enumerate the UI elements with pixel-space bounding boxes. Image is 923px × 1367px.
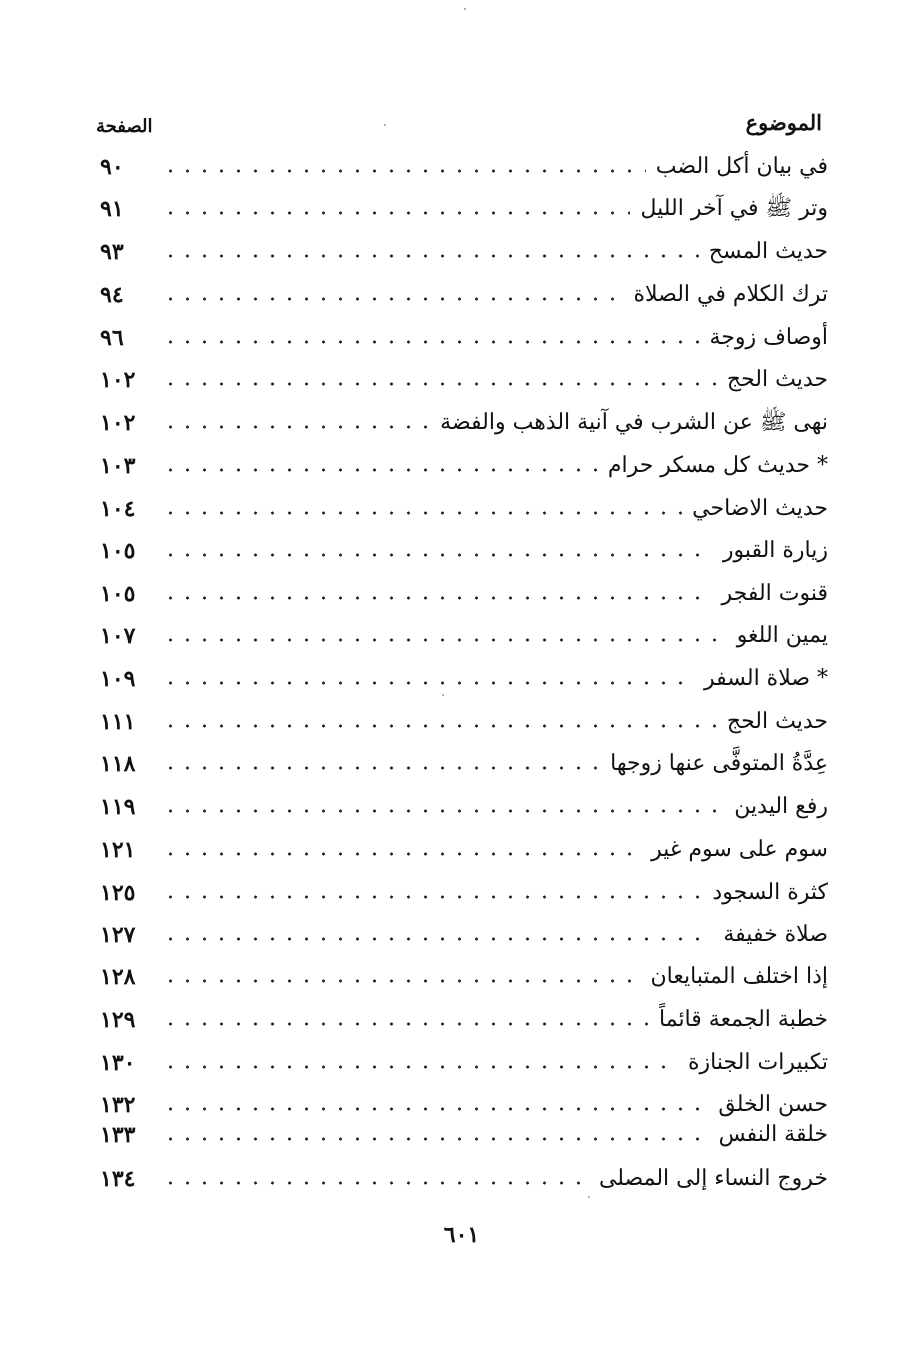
toc-entry xyxy=(100,1154,828,1194)
toc-header xyxy=(96,110,822,140)
dot-leader xyxy=(162,1021,649,1027)
toc-entry-page: ١١٩ xyxy=(100,794,136,820)
toc-entry xyxy=(100,227,828,267)
dot-leader xyxy=(162,510,682,516)
dot-leader xyxy=(162,851,641,857)
toc-entry xyxy=(100,355,828,395)
toc-entry-page: ١٠٧ xyxy=(100,623,136,649)
dot-leader xyxy=(162,552,713,558)
toc-entry-page: ٩١ xyxy=(100,196,124,222)
toc-entry-title: حديث المسح xyxy=(708,239,828,264)
dot-leader xyxy=(162,936,713,942)
toc-entry-page: ١٠٥ xyxy=(100,581,136,607)
dot-leader xyxy=(162,680,694,686)
toc-entry-title: خلقة النفس xyxy=(718,1122,828,1147)
toc-entry-title: صلاة خفيفة xyxy=(723,922,828,947)
toc-entry-page: ٩٤ xyxy=(100,282,124,308)
dot-leader xyxy=(162,381,717,387)
toc-entry-title: * حديث كل مسكر حرام xyxy=(607,453,828,478)
toc-entry-page: ١٣٠ xyxy=(100,1050,136,1076)
page-number: ٦٠١ xyxy=(443,1222,480,1248)
dot-leader xyxy=(162,595,711,601)
toc-entry xyxy=(100,739,828,779)
toc-entry-page: ١٣٤ xyxy=(100,1166,136,1192)
dot-leader xyxy=(162,253,699,259)
dot-leader xyxy=(162,1180,589,1186)
dot-leader xyxy=(162,339,699,345)
dot-leader xyxy=(162,168,646,174)
toc-entry-page: ١٠٢ xyxy=(100,367,136,393)
dot-leader xyxy=(162,467,598,473)
dot-leader xyxy=(162,765,600,771)
dot-leader xyxy=(162,723,717,729)
toc-entry xyxy=(100,611,828,651)
toc-entry-title: ترك الكلام في الصلاة xyxy=(633,282,828,307)
toc-entry xyxy=(100,782,828,822)
toc-entry xyxy=(100,952,828,992)
toc-entry-page: ١٢٨ xyxy=(100,964,136,990)
toc-entry-title: يمين اللغو xyxy=(736,623,828,648)
scan-speck xyxy=(384,124,386,126)
toc-entry-page: ١٠٤ xyxy=(100,496,136,522)
toc-entry xyxy=(100,995,828,1035)
dot-leader xyxy=(162,637,727,643)
toc-entry-title: إذا اختلف المتبايعان xyxy=(650,964,828,989)
toc-entry xyxy=(100,184,828,224)
toc-entry-title: سوم على سوم غير xyxy=(651,837,828,862)
scan-speck xyxy=(442,694,444,696)
toc-entry xyxy=(100,697,828,737)
toc-entry-page: ١١٨ xyxy=(100,751,136,777)
toc-entry-page: ١٠٢ xyxy=(100,410,136,436)
toc-entry-page: ١٢٧ xyxy=(100,922,136,948)
toc-entry-page: ٩٣ xyxy=(100,239,124,265)
toc-entry-title: زيارة القبور xyxy=(722,538,828,563)
toc-entry-title: رفع اليدين xyxy=(734,794,828,819)
toc-entry-page: ١٣٢ xyxy=(100,1092,136,1118)
toc-entry-page: ١٠٥ xyxy=(100,538,136,564)
dot-leader xyxy=(162,296,624,302)
toc-entry-title: خروج النساء إلى المصلى xyxy=(598,1166,828,1191)
toc-entry-title: حسن الخلق xyxy=(718,1092,828,1117)
toc-entry-page: ١١١ xyxy=(100,709,136,735)
toc-entry xyxy=(100,270,828,310)
toc-entry xyxy=(100,654,828,694)
toc-entry-title: تكبيرات الجنازة xyxy=(687,1050,828,1075)
toc-entry-page: ١٢١ xyxy=(100,837,136,863)
toc-entry xyxy=(100,868,828,908)
toc-entry-title: * صلاة السفر xyxy=(703,666,828,691)
toc-entry-title: عِدَّةُ المتوفَّى عنها زوجها xyxy=(610,751,828,776)
toc-entry-title: وتر ﷺ في آخر الليل xyxy=(640,196,828,221)
toc-entry xyxy=(100,526,828,566)
dot-leader xyxy=(162,1064,678,1070)
toc-entry-title: حديث الحج xyxy=(726,709,828,734)
dot-leader xyxy=(162,978,640,984)
toc-entry-page: ٩٠ xyxy=(100,154,124,180)
toc-entry xyxy=(100,569,828,609)
dot-leader xyxy=(162,424,430,430)
scan-speck xyxy=(464,8,466,10)
toc-entry-page: ١٠٩ xyxy=(100,666,136,692)
toc-entry xyxy=(100,910,828,950)
toc-entry xyxy=(100,398,828,438)
toc-entry xyxy=(100,1038,828,1078)
toc-entry-title: في بيان أكل الضب xyxy=(655,154,828,179)
dot-leader xyxy=(162,210,630,216)
toc-entry xyxy=(100,313,828,353)
page-column-label: الصفحة xyxy=(96,116,153,137)
toc-entry-page: ١٢٩ xyxy=(100,1007,136,1033)
toc-entry xyxy=(100,825,828,865)
toc-entry-title: خطبة الجمعة قائماً xyxy=(659,1007,828,1032)
toc-entry-title: قنوت الفجر xyxy=(721,581,828,606)
topic-column-label: الموضوع xyxy=(745,110,822,135)
toc-entry-page: ٩٦ xyxy=(100,325,124,351)
toc-entry-page: ١٢٥ xyxy=(100,880,136,906)
scan-speck xyxy=(588,1196,590,1198)
dot-leader xyxy=(162,1136,709,1142)
dot-leader xyxy=(162,808,724,814)
dot-leader xyxy=(162,894,702,900)
toc-entry-title: نهى ﷺ عن الشرب في آنية الذهب والفضة xyxy=(440,410,828,435)
toc-entry xyxy=(100,1110,828,1150)
toc-entry-title: حديث الاضاحي xyxy=(692,496,828,521)
toc-entry xyxy=(100,484,828,524)
toc-entry-title: كثرة السجود xyxy=(712,880,828,905)
toc-entry xyxy=(100,441,828,481)
toc-entry-page: ١٠٣ xyxy=(100,453,136,479)
toc-entry-page: ١٣٣ xyxy=(100,1122,136,1148)
toc-entry xyxy=(100,142,828,182)
toc-entry-title: حديث الحج xyxy=(726,367,828,392)
toc-entry-title: أوصاف زوجة xyxy=(709,325,828,350)
